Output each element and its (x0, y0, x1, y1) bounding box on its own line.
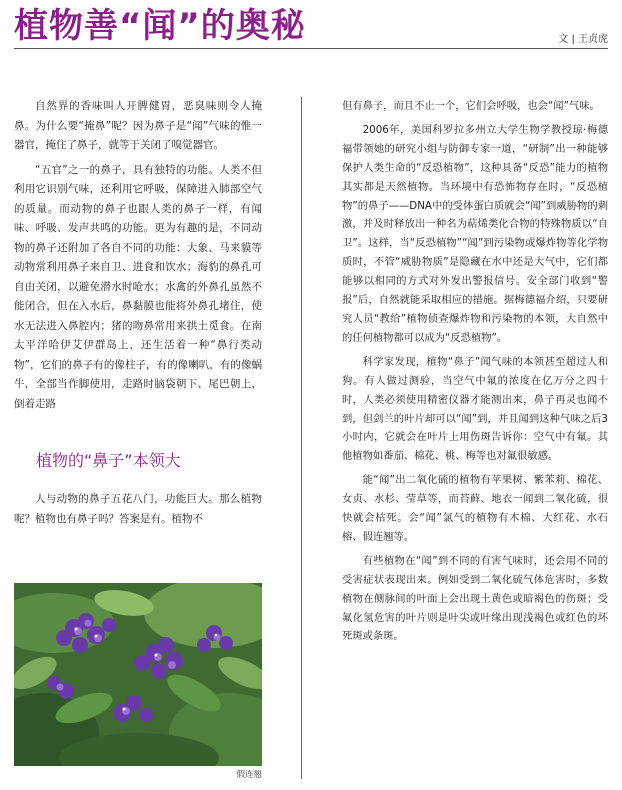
paragraph: 2006年，美国科罗拉多州立大学生物学教授琼·梅德福带领她的研究小组与防御专家一道，“研制”出一种能够保护人类生命的“反恐植物”，这种具备“反恐”能力的植物其实都是天然植物。当环境中有恐怖物存在时，“反恐植物”的鼻子——DNA中的受体蛋白质就会“闻”到威胁物的刺激，并及时释放出一种名为萜烯类化合物的特殊物质以“自卫”。这样，当“反恐植物”“闻”到污染物或爆炸物等化学物质时，不管“威胁物质”是隐藏在水中还是大气中，它们都能够以相同的方式对外发出警报信号。安全部门收到“警报”后，自然就能采取相应的措施。据梅德福介绍，只要研究人员“教给”植物侦查爆炸物和污染物的本领，大自然中的任何植物都可以成为“反恐植物”。 (342, 123, 608, 344)
author-byline: 文 | 王贞虎 (558, 34, 608, 45)
section-subheading: 植物的“鼻子”本领大 (36, 451, 181, 470)
left-column (14, 97, 262, 534)
header-rule (14, 48, 608, 49)
paragraph: 有些植物在“闻”到不同的有害气味时，还会用不同的受害症状表现出来。例如受到二氧化硫气体危害时，多数植物在侧脉间的叶面上会出现土黄色或暗褐色的伤斑；受氟化氢危害的叶片则是叶尖或叶缘出现浅褐色或红色的坏死斑或条斑。 (342, 554, 608, 643)
paragraph: 自然界的香味叫人开脾健胃，恶臭味则令人掩鼻。为什么要“掩鼻”呢？因为鼻子是“闻”气味的惟一器官，掩住了鼻子，就等于关闭了嗅觉器官。 (14, 100, 262, 151)
paragraph: 但有鼻子，而且不止一个，它们会呼吸，也会“闻”气味。 (342, 100, 600, 112)
article-title: 植物善“闻”的奥秘 (14, 6, 306, 46)
flower-photo (14, 583, 262, 766)
paragraph: 人与动物的鼻子五花八门，功能巨大。那么植物呢？植物也有鼻子吗？答案是有。植物不 (14, 493, 262, 525)
paragraph: 科学家发现，植物“鼻子”闻气味的本领甚至超过人和狗。有人做过测验，当空气中氟的浓度在亿万分之四十时，人类必须使用精密仪器才能测出来，鼻子再灵也闻不到，但剑兰的叶片却可以“闻”到，并且闻到这种气味之后3小时内，它就会在叶片上用伤斑告诉你：空气中有氟。其他植物如番茄、棉花、桃、梅等也对氟很敏感。 (342, 355, 608, 463)
right-column (342, 97, 608, 651)
duranta-flower-illustration (14, 583, 262, 766)
paragraph: “五官”之一的鼻子，具有独特的功能。人类不但利用它识别气味，还利用它呼吸，保障进入肺部空气的质量。而动物的鼻子也跟人类的鼻子一样，有闻味、呼吸、发声共鸣的功能。更为有趣的是，不同动物的鼻子还附加了各自不同的功能：大象、马来貘等动物常利用鼻子来自卫、进食和饮水；海豹的鼻孔可自由关闭，以避免潜水时呛水；水禽的外鼻孔虽然不能闭合，但在入水后，鼻黏膜也能将外鼻孔堵住，使水无法进入鼻腔内；猪的吻鼻常用来拱土觅食。在南太平洋哈伊艾伊群岛上，还生活着一种“鼻行类动物”，它们的鼻子有的像柱子，有的像喇叭，有的像蜗牛，全部当作脚使用，走路时脑袋朝下、尾巴朝上，倒着走路 (14, 163, 262, 410)
column-divider (301, 97, 302, 779)
photo-caption: 假连翘 (236, 770, 262, 780)
paragraph: 能“闻”出二氧化硫的植物有苹果树、紫苯莉、棉花、女贞、水杉、莹草等，而苔藓、地衣一闻到二氧化硫，很快就会枯死。会“闻”氯气的植物有木棉、大红花、水石榕、假连翘等。 (342, 474, 608, 543)
